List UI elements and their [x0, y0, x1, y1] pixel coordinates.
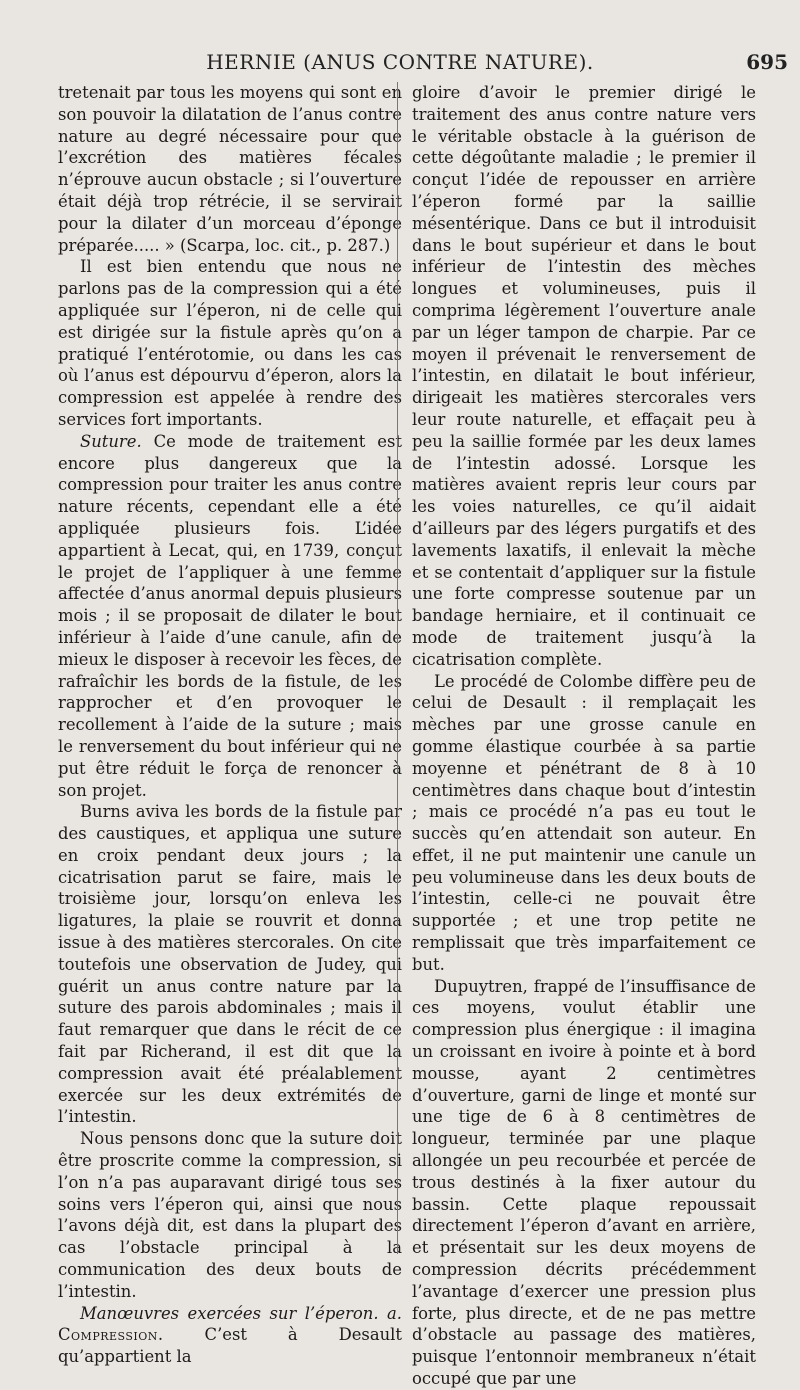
paragraph [58, 1303, 402, 1368]
page-header [0, 50, 800, 80]
paragraph: Le procédé de Colombe diffère peu de celui de Desault : il remplaçait les mèches par une grosse canule en gomme élastique courbée à sa partie moyenne et pénétrant de 8 à 10 centimètres dans chaque bout d’intestin ; mais ce procédé n’a pas eu tout le succès qu’en attendait son auteur. En effet, il ne put maintenir une canule un peu volumineuse dans les deux bouts de l’intestin, celle-ci ne pouvait être supportée ; et une trop petite ne remplissait que très imparfaitement ce but. [412, 671, 756, 974]
paragraph: Dupuytren, frappé de l’insuffisance de ces moyens, voulut établir une compression plus énergique : il imagina un croissant en ivoire à pointe et à bord mousse, ayant 2 centimètres d’ouverture, garni de linge et monté sur une tige de 6 à 8 centimètres de longueur, terminée par une plaque allongée un peu recourbée et percée de trous destinés à la fixer autour du bassin. Cette plaque repoussait directement l’éperon d’avant en arrière, et présentait sur les deux moyens de compression décrits précédemment l’avantage d’exercer une pression plus forte, plus directe, et de ne pas mettre d’obstacle au passage des matières, puisque l’entonnoir membraneux n’était occupé que par une [412, 976, 756, 1389]
paragraph [58, 431, 402, 802]
paragraph-text: Ce mode de traitement est encore plus dangereux que la compression pour traiter les anus contre nature récents, cependant elle a été appliquée plusieurs fois. L’idée appartient à Lecat, qui, en 1739, conçut le projet de l’appliquer à une femme affectée d’anus anormal depuis plusieurs mois ; il se proposait de dilater le bout inférieur à l’aide d’une canule, afin de mieux le disposer à recevoir les fèces, de rafraîchir les bords de la fistule, de les rapprocher et d’en provoquer le recollement à l’aide de la suture ; mais le renversement du bout inférieur qui ne put être réduit le força de renoncer à son projet. [58, 431, 402, 800]
paragraph: tretenait par tous les moyens qui sont en son pouvoir la dilatation de l’anus contre nature au degré nécessaire pour que l’excrétion des matières fécales n’éprouve aucun obstacle ; si l’ouverture était déjà trop rétrécie, il se servirait pour la dilater d’un morceau d’éponge préparée..... » (Scarpa, loc. cit., p. 287.) [58, 83, 402, 255]
paragraph: gloire d’avoir le premier dirigé le traitement des anus contre nature vers le véritable obstacle à la guérison de cette dégoûtante maladie ; le premier il conçut l’idée de repousser en arrière l’éperon formé par la saillie mésentérique. Dans ce but il introduisit dans le bout supérieur et dans le bout inférieur de l’intestin des mèches longues et volumineuses, puis il comprima légèrement l’ouverture anale par un léger tampon de charpie. Par ce moyen il prévenait le renversement de l’intestin, en dilatait le bout inférieur, dirigeait les matières stercorales vers leur route naturelle, et effaçait peu à peu la saillie formée par les deux lames de l’intestin adossé. Lorsque les matières avaient repris leur cours par les voies naturelles, ce qu’il aidait d’ailleurs par des légers purgatifs et des lavements laxatifs, il enlevait la mèche et se contentait d’appliquer sur la fistule une forte compresse soutenue par un bandage herniaire, et il continuait ce mode de traitement jusqu’à la cicatrisation complète. [412, 83, 756, 669]
subsection-heading: Compression. [58, 1325, 164, 1345]
section-heading: Suture. [80, 431, 142, 451]
paragraph: Il est bien entendu que nous ne parlons pas de la compression qui a été appliquée sur l’éperon, ni de celle qui est dirigée sur la fistule après qu’on a pratiqué l’entérotomie, ou dans les cas où l’anus est dépourvu d’éperon, alors la compression est appelée à rendre des services fort importants. [58, 257, 402, 429]
right-column [412, 82, 756, 1390]
page-number: 695 [746, 50, 788, 74]
section-heading: Manœuvres exercées sur l’éperon. a. [80, 1303, 402, 1323]
paragraph: Burns aviva les bords de la fistule par des caustiques, et appliqua une suture en croix pendant deux jours ; la cicatrisation parut se faire, mais le troisième jour, lorsqu’on enleva les ligatures, la plaie se rouvrit et donna issue à des matières stercorales. On cite toutefois une observation de Judey, qui guérit un anus contre nature par la suture des parois abdominales ; mais il faut remarquer que dans le récit de ce fait par Richerand, il est dit que la compression avait été préalablement exercée sur les deux extrémités de l’intestin. [58, 802, 402, 1127]
left-column [58, 82, 402, 1368]
paragraph: Nous pensons donc que la suture doit être proscrite comme la compression, si l’on n’a pas auparavant dirigé tous ses soins vers l’éperon qui, ainsi que nous l’avons déjà dit, est dans la plupart des cas l’obstacle principal à la communication des deux bouts de l’intestin. [58, 1129, 402, 1301]
column-divider [397, 82, 398, 1254]
paragraph-text: C’est à Desault qu’appartient la [58, 1325, 402, 1367]
running-title: HERNIE (ANUS CONTRE NATURE). [206, 50, 594, 74]
